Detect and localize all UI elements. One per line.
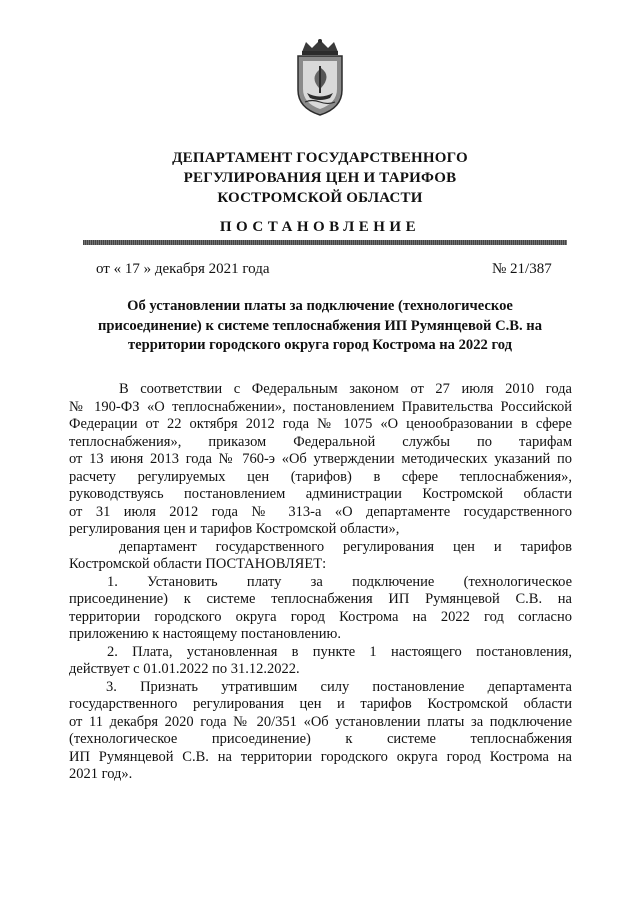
- subject-line-2: присоединение) к системе теплоснабжения ИП Румянцевой С.В. на: [97, 317, 543, 334]
- body-line: Костромской области ПОСТАНОВЛЯЕТ:: [69, 556, 327, 572]
- body-line: 2. Плата, установленная в пункте 1 настоящего постановления,: [107, 643, 572, 660]
- body-line: (технологическое присоединение) к системе теплоснабжения: [69, 731, 572, 747]
- kostroma-coat-of-arms-icon: [292, 38, 348, 116]
- document-date: от « 17 » декабря 2021 года: [96, 261, 270, 277]
- document-type: ПОСТАНОВЛЕНИЕ: [219, 219, 421, 235]
- body-line: 3. Признать утратившим силу постановление департамента: [106, 678, 572, 695]
- body-line: территории городского округа город Кострома на 2022 год согласно: [69, 608, 572, 625]
- body-line: от 13 июня 2013 года № 760-э «Об утверждении методических указаний по: [69, 451, 572, 467]
- body-line: ИП Румянцевой С.В. на территории городского округа город Кострома на: [69, 748, 572, 765]
- body-line: от 31 июля 2012 года № 313-а «О департаменте государственного: [69, 503, 572, 520]
- body-line: теплоснабжения», приказом Федеральной службы по тарифам: [69, 433, 572, 450]
- body-line: регулирования цен и тарифов Костромской области»,: [69, 521, 400, 537]
- body-line: руководствуясь постановлением администрации Костромской области: [69, 486, 572, 502]
- body-line: В соответствии с Федеральным законом от 27 июля 2010 года: [119, 381, 572, 397]
- header-divider: [83, 240, 567, 245]
- body-line: № 190-ФЗ «О теплоснабжении», постановлением Правительства Российской: [69, 398, 572, 415]
- dept-line-2: РЕГУЛИРОВАНИЯ ЦЕН И ТАРИФОВ: [183, 170, 457, 186]
- body-line: 2021 год».: [69, 766, 133, 782]
- body-line: расчету регулируемых цен (тарифов) в сфере теплоснабжения»,: [69, 468, 572, 485]
- department-name: [0, 148, 640, 208]
- body-line: департамент государственного регулирования цен и тарифов: [119, 538, 572, 555]
- dept-line-1: ДЕПАРТАМЕНТ ГОСУДАРСТВЕННОГО: [172, 150, 468, 166]
- document-subject: [70, 297, 570, 356]
- document-body: [69, 381, 572, 784]
- body-line: государственного регулирования цен и тарифов Костромской области: [69, 696, 572, 712]
- body-line: Федерации от 22 октября 2012 года № 1075 «О ценообразовании в сфере: [69, 416, 572, 432]
- dept-line-3: КОСТРОМСКОЙ ОБЛАСТИ: [217, 190, 423, 206]
- subject-line-1: Об установлении платы за подключение (технологическое: [127, 298, 513, 314]
- subject-line-3: территории городского округа город Кострома на 2022 год: [128, 337, 512, 353]
- body-line: от 11 декабря 2020 года № 20/351 «Об установлении платы за подключение: [69, 713, 572, 730]
- body-line: действует с 01.01.2022 по 31.12.2022.: [69, 661, 300, 677]
- body-line: 1. Установить плату за подключение (технологическое: [107, 573, 572, 590]
- body-line: приложению к настоящему постановлению.: [69, 626, 341, 642]
- body-line: присоединение) к системе теплоснабжения ИП Румянцевой С.В. на: [69, 591, 572, 607]
- document-number: № 21/387: [492, 261, 552, 277]
